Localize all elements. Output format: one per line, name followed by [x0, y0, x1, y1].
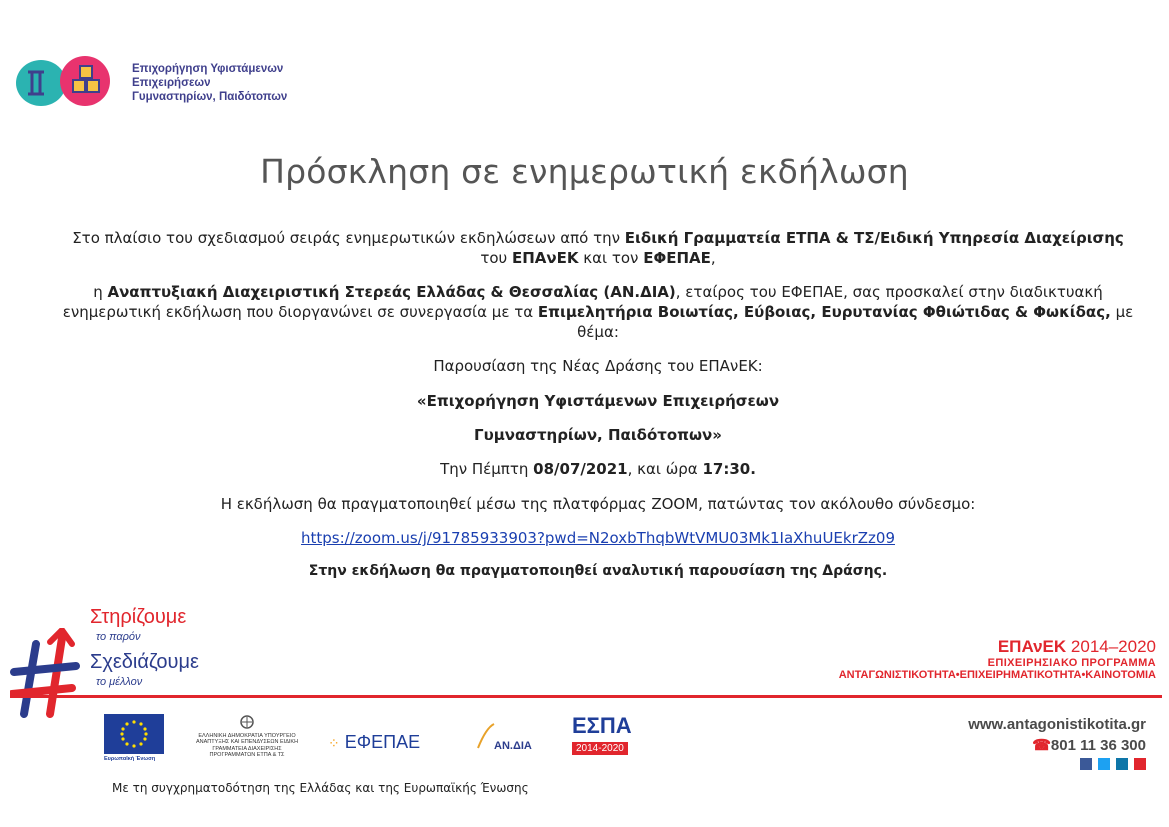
hashtag-arrow-icon [10, 628, 88, 718]
facebook-icon[interactable] [1080, 758, 1092, 770]
greek-ministry-logo: ΕΛΛΗΝΙΚΗ ΔΗΜΟΚΡΑΤΙΑ ΥΠΟΥΡΓΕΙΟ ΑΝΑΠΤΥΞΗΣ ΚΑΙ ΕΠΕΝΔΥΣΕΩΝ ΕΙΔΙΚΗ ΓΡΑΜΜΑΤΕΙΑ ΔΙΑΧΕΙΡΙΣΗΣ ΠΡΟΓΡΑΜΜΑΤΩΝ ΕΤΠΑ & ΤΣ [192, 714, 302, 759]
social-links [920, 758, 1146, 770]
eu-flag-icon [104, 714, 164, 754]
cofunding-note: Με τη συγχρηματοδότηση της Ελλάδας και της Ευρωπαϊκής Ένωσης [112, 781, 529, 795]
andia-swoosh-icon [476, 722, 496, 750]
greek-emblem-icon [239, 714, 255, 730]
epanek-logo: ΕΠΑνΕΚ 2014–2020 ΕΠΙΧΕΙΡΗΣΙΑΚΟ ΠΡΟΓΡΑΜΜΑ ΑΝΤΑΓΩΝΙΣΤΙΚΟΤΗΤΑ•ΕΠΙΧΕΙΡΗΜΑΤΙΚΟΤΗΤΑ•ΚΑΙΝΟΤΟΜΙΑ [838, 637, 1156, 681]
efepae-logo: ⁘ ΕΦΕΠΑΕ [328, 732, 421, 752]
efepae-dots-icon: ⁘ [328, 735, 340, 751]
program-logo [16, 56, 336, 112]
blocks-icon [60, 56, 110, 106]
zoom-instructions: Η εκδήλωση θα πραγματοποιηθεί μέσω της πλατφόρμας ZOOM, πατώντας τον ακόλουθο σύνδεσμο: [220, 495, 976, 513]
slogan-logo: Στηρίζουμε το παρόν Σχεδιάζουμε το μέλλον [10, 602, 220, 712]
logo-text: Επιχορήγηση Υφιστάμενων Επιχειρήσεων Γυμναστηρίων, Παιδότοπων [132, 63, 288, 103]
zoom-link[interactable]: https://zoom.us/j/91785933903?pwd=N2oxbThqbWtVMU03Mk1IaXhuUEkrZz09 [301, 529, 895, 547]
intro-paragraph: Στο πλαίσιο του σχεδιασμού σειράς ενημερωτικών εκδηλώσεων από την Ειδική Γραμματεία ΕΤΠΑ & ΤΣ/Ειδική Υπηρεσία Διαχείρισης του ΕΠΑνΕΚ και τον ΕΦΕΠΑΕ, [72, 229, 1124, 267]
eu-caption: Ευρωπαϊκή Ένωση [104, 756, 156, 762]
presentation-line: Παρουσίαση της Νέας Δράσης του ΕΠΑνΕΚ: [433, 357, 763, 375]
action-title-line2: Γυμναστηρίων, Παιδότοπων» [474, 426, 722, 444]
partner-logos [104, 714, 664, 770]
website-url[interactable]: www.antagonistikotita.gr [968, 716, 1146, 733]
page-title: Πρόσκληση σε ενημερωτική εκδήλωση [260, 152, 909, 191]
andia-logo: ΑΝ.ΔΙΑ [476, 722, 548, 762]
detail-note: Στην εκδήλωση θα πραγματοποιηθεί αναλυτική παρουσίαση της Δράσης. [308, 563, 888, 579]
teal-circle-icon [16, 60, 66, 106]
action-title-line1: «Επιχορήγηση Υφιστάμενων Επιχειρήσεων [416, 392, 780, 410]
invitation-paragraph: η Αναπτυξιακή Διαχειριστική Στερεάς Ελλάδας & Θεσσαλίας (ΑΝ.ΔΙΑ), εταίρος του ΕΦΕΠΑΕ, σας προσκαλεί στην διαδικτυακή ενημερωτική εκδήλωση που διοργανώνει σε συνεργασία με τα Επιμελητήρια Βοιωτίας, Εύβοιας, Ευρυτανίας Φθιώτιδας & Φωκίδας, με θέμα: [62, 283, 1134, 341]
twitter-icon[interactable] [1098, 758, 1110, 770]
phone-icon: ☎ [1032, 737, 1051, 754]
phone-number: ☎801 11 36 300 [1032, 737, 1146, 754]
linkedin-icon[interactable] [1116, 758, 1128, 770]
contact-info [920, 716, 1146, 770]
event-datetime: Την Πέμπτη 08/07/2021, και ώρα 17:30. [440, 460, 756, 478]
zoom-link-wrapper [60, 528, 1136, 548]
youtube-icon[interactable] [1134, 758, 1146, 770]
divider-line [10, 695, 1162, 698]
espa-logo: ΕΣΠΑ 2014-2020 [572, 713, 632, 754]
